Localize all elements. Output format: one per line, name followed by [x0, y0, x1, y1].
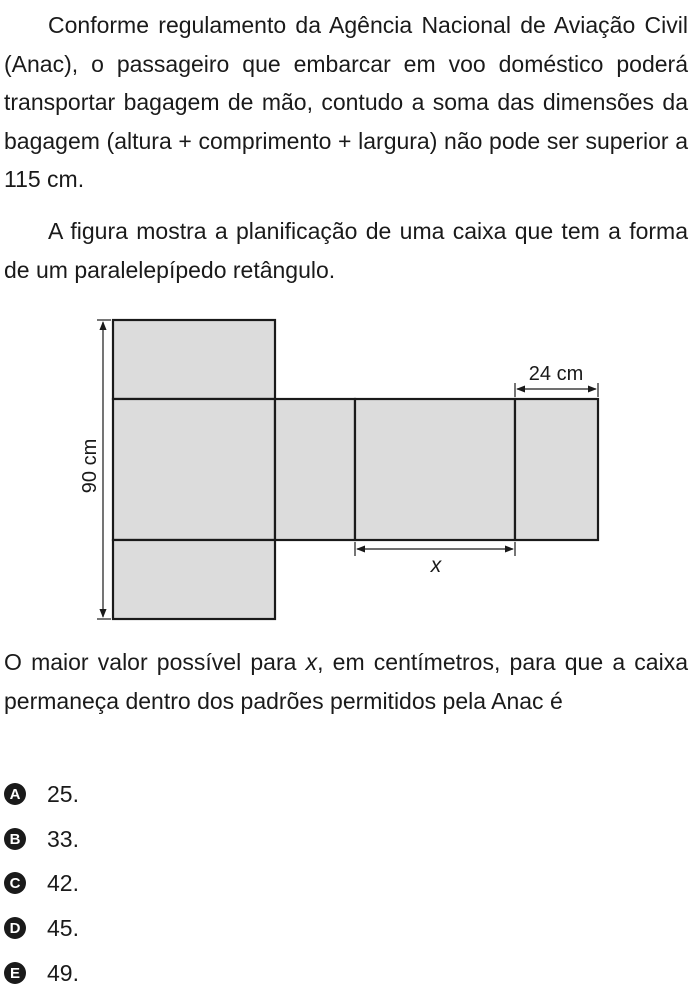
option-b[interactable] [4, 824, 79, 854]
option-e-text: 49. [47, 959, 79, 986]
option-e-letter: E [4, 962, 26, 984]
net-face-bottom [113, 540, 275, 619]
height-label: 90 cm [79, 438, 101, 494]
net-face-front [113, 399, 275, 540]
option-c-text: 42. [47, 869, 79, 896]
option-a-text: 25. [47, 780, 79, 807]
box-net-figure [0, 300, 700, 640]
question-text [4, 643, 688, 720]
intro-paragraph: Conforme regulamento da Agência Nacional de Aviação Civil (Anac), o passageiro que embarcar em voo doméstico poderá transportar bagagem de mão, contudo a soma das dimensões da bagagem (altura + comprimento + largura) não pode ser superior a 115 cm. [4, 12, 688, 192]
question-text-pre: O maior valor possível para [4, 649, 306, 675]
option-c[interactable] [4, 868, 79, 898]
option-b-letter: B [4, 828, 26, 850]
option-a-letter: A [4, 783, 26, 805]
option-a[interactable] [4, 779, 79, 809]
question-variable: x [305, 649, 318, 675]
figure-description-paragraph: A figura mostra a planificação de uma caixa que tem a forma de um paralelepípedo retângulo. [4, 218, 688, 283]
net-face-side-2 [515, 399, 598, 540]
net-face-top [113, 320, 275, 399]
net-face-side-1 [275, 399, 355, 540]
option-e[interactable] [4, 958, 79, 988]
question-text-post: , em centímetros, para que a caixa permaneça dentro dos padrões permitidos pela Anac é [4, 649, 688, 714]
option-b-text: 33. [47, 825, 79, 852]
option-d-text: 45. [47, 914, 79, 941]
option-c-letter: C [4, 872, 26, 894]
option-d[interactable] [4, 913, 79, 943]
option-d-letter: D [4, 917, 26, 939]
width-label: 24 cm [528, 363, 584, 385]
net-face-back [355, 399, 515, 540]
x-label: x [430, 554, 442, 577]
